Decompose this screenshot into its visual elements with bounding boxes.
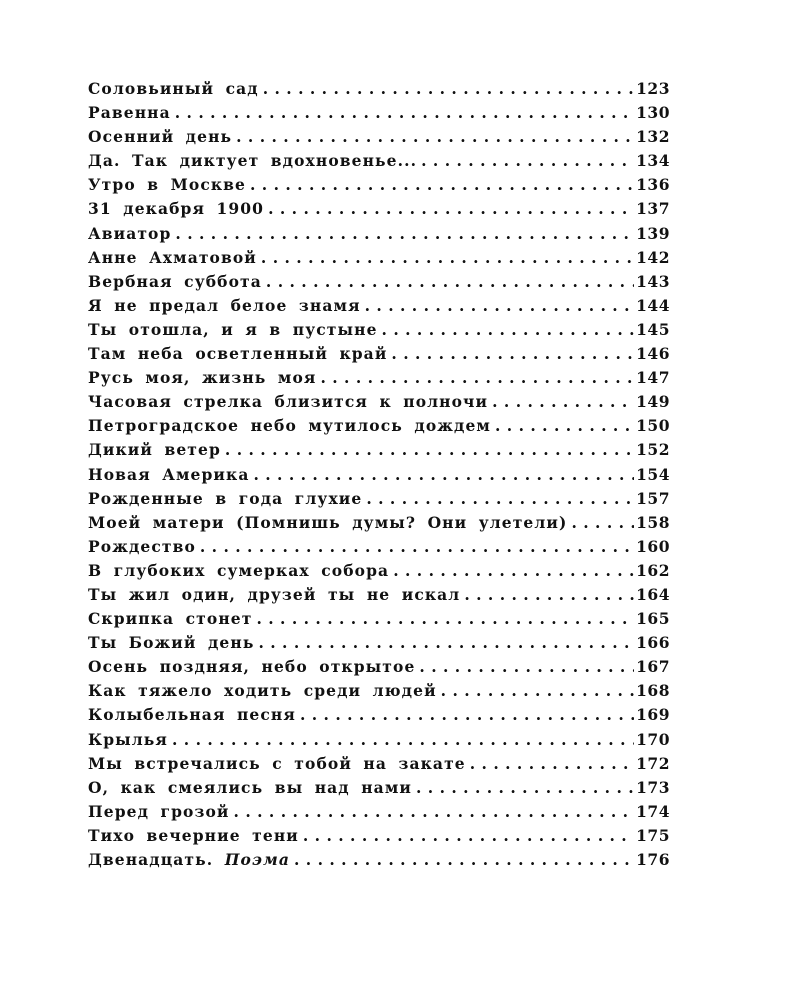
toc-entry-title-text: О, как смеялись вы над нами bbox=[88, 777, 412, 797]
toc-entry-page: 175 bbox=[636, 825, 670, 845]
toc-entry-title bbox=[88, 272, 262, 291]
toc-entry bbox=[88, 826, 670, 850]
toc-entry-title bbox=[88, 368, 316, 387]
toc-entry-title bbox=[88, 681, 437, 700]
toc-entry-page: 146 bbox=[636, 344, 670, 364]
toc-entry-title-text: Анне Ахматовой bbox=[88, 247, 257, 267]
dot-leader bbox=[200, 537, 634, 556]
toc-entry-title-text: Моей матери (Помнишь думы? Они улетели) bbox=[88, 512, 568, 532]
toc-entry-page: 142 bbox=[636, 247, 670, 267]
toc-entry-title bbox=[88, 127, 232, 146]
toc-entry bbox=[88, 609, 670, 633]
toc-entry-title bbox=[88, 657, 415, 676]
toc-entry-title-text: Колыбельная песня bbox=[88, 705, 296, 725]
dot-leader bbox=[365, 296, 635, 315]
toc-entry-page: 160 bbox=[636, 536, 670, 556]
dot-leader bbox=[268, 199, 634, 218]
toc-entry-page: 150 bbox=[636, 416, 670, 436]
dot-leader bbox=[263, 79, 634, 98]
toc-entry-page: 167 bbox=[636, 657, 670, 677]
toc-entry bbox=[88, 489, 670, 513]
toc-entry bbox=[88, 392, 670, 416]
toc-entry-page: 158 bbox=[636, 512, 670, 532]
toc-entry-title-text: Ты жил один, друзей ты не искал bbox=[88, 584, 461, 604]
toc-entry-title-text: Рождество bbox=[88, 536, 196, 556]
toc-entry bbox=[88, 730, 670, 754]
toc-entry-page: 136 bbox=[636, 175, 670, 195]
dot-leader bbox=[294, 850, 634, 869]
toc-entry-title-text: Вербная суббота bbox=[88, 271, 262, 291]
toc-entry-page: 130 bbox=[636, 103, 670, 123]
toc-entry-title-text: Новая Америка bbox=[88, 464, 250, 484]
toc-entry bbox=[88, 296, 670, 320]
toc-entry-title bbox=[88, 344, 387, 363]
toc-entry-title bbox=[88, 826, 299, 845]
toc-entry bbox=[88, 151, 670, 175]
dot-leader bbox=[419, 657, 634, 676]
toc-entry-title-text: Ты Божий день bbox=[88, 633, 255, 653]
toc-entry-page: 143 bbox=[636, 271, 670, 291]
toc-entry bbox=[88, 705, 670, 729]
toc-entry-page: 134 bbox=[636, 151, 670, 171]
toc-entry-title-text: Мы встречались с тобой на закате bbox=[88, 753, 466, 773]
toc-entry-page: 176 bbox=[636, 850, 670, 869]
dot-leader bbox=[225, 440, 634, 459]
toc-entry-page: 147 bbox=[636, 368, 670, 388]
toc-entry bbox=[88, 79, 670, 103]
dot-leader bbox=[470, 754, 634, 773]
toc-entry bbox=[88, 320, 670, 344]
toc-entry-title bbox=[88, 730, 168, 749]
dot-leader bbox=[250, 175, 634, 194]
toc-entry-title bbox=[88, 79, 259, 98]
toc-entry-title bbox=[88, 513, 567, 532]
toc-entry bbox=[88, 513, 670, 537]
dot-leader bbox=[303, 826, 634, 845]
toc-entry-title bbox=[88, 778, 412, 797]
toc-entry-title-text: Тихо вечерние тени bbox=[88, 825, 299, 845]
toc-entry bbox=[88, 440, 670, 464]
toc-entry-title bbox=[88, 705, 296, 724]
toc-entry-title bbox=[88, 633, 254, 652]
dot-leader bbox=[175, 103, 634, 122]
dot-leader bbox=[421, 151, 634, 170]
dot-leader bbox=[172, 730, 634, 749]
toc-entry bbox=[88, 633, 670, 657]
toc-entry-page: 144 bbox=[636, 295, 670, 315]
toc-entry bbox=[88, 127, 670, 151]
toc-entry-page: 137 bbox=[636, 199, 670, 219]
toc-entry-title bbox=[88, 754, 466, 773]
toc-entry-page: 169 bbox=[636, 705, 670, 725]
toc-entry-title bbox=[88, 296, 361, 315]
toc-entry-title-text: В глубоких сумерках собора bbox=[88, 560, 390, 580]
toc-entry-title-text: Дикий ветер bbox=[88, 440, 221, 460]
toc-entry-title-text: Да. Так диктует вдохновенье... bbox=[88, 151, 418, 171]
dot-leader bbox=[492, 392, 634, 411]
toc-entry-page: 166 bbox=[636, 633, 670, 653]
dot-leader bbox=[266, 272, 634, 291]
toc-entry-title-text: Крылья bbox=[88, 729, 168, 749]
toc-entry-page: 132 bbox=[636, 127, 670, 147]
toc-entry-title bbox=[88, 850, 290, 869]
table-of-contents bbox=[88, 79, 670, 874]
toc-entry-title-text: Рожденные в года глухие bbox=[88, 488, 363, 508]
toc-entry-page: 152 bbox=[636, 440, 670, 460]
toc-entry-title-text: Соловьиный сад bbox=[88, 79, 259, 98]
toc-entry-page: 164 bbox=[636, 584, 670, 604]
toc-entry-title-text: Равенна bbox=[88, 103, 171, 123]
toc-entry-title-text: Петроградское небо мутилось дождем bbox=[88, 416, 491, 436]
toc-entry-title-text: Осенний день bbox=[88, 127, 233, 147]
toc-entry-page: 123 bbox=[636, 79, 670, 98]
toc-entry-title-text: Там неба осветленный край bbox=[88, 344, 388, 364]
dot-leader bbox=[258, 633, 634, 652]
toc-entry-page: 165 bbox=[636, 609, 670, 629]
toc-entry bbox=[88, 465, 670, 489]
toc-entry bbox=[88, 681, 670, 705]
toc-entry-page: 139 bbox=[636, 223, 670, 243]
toc-entry-page: 172 bbox=[636, 753, 670, 773]
toc-entry-page: 170 bbox=[636, 729, 670, 749]
toc-entry-page: 145 bbox=[636, 319, 670, 339]
toc-entry-subtitle: Поэма bbox=[224, 850, 291, 869]
toc-entry-title-text: Авиатор bbox=[88, 223, 172, 243]
dot-leader bbox=[495, 416, 634, 435]
toc-entry-title bbox=[88, 561, 389, 580]
dot-leader bbox=[256, 609, 634, 628]
toc-entry bbox=[88, 175, 670, 199]
toc-entry bbox=[88, 103, 670, 127]
toc-entry-title-text: Я не предал белое знамя bbox=[88, 295, 361, 315]
toc-entry-title-text: Осень поздняя, небо открытое bbox=[88, 657, 416, 677]
toc-entry-title bbox=[88, 248, 257, 267]
toc-entry-title-text: Скрипка стонет bbox=[88, 609, 253, 629]
toc-entry-title bbox=[88, 103, 171, 122]
toc-entry-page: 174 bbox=[636, 801, 670, 821]
toc-entry-title bbox=[88, 609, 252, 628]
toc-entry-title bbox=[88, 802, 230, 821]
toc-entry-title bbox=[88, 392, 488, 411]
toc-entry bbox=[88, 778, 670, 802]
toc-entry-title-text: Двенадцать. bbox=[88, 850, 214, 869]
dot-leader bbox=[571, 513, 634, 532]
toc-entry bbox=[88, 585, 670, 609]
toc-entry-title bbox=[88, 224, 171, 243]
toc-entry-page: 149 bbox=[636, 392, 670, 412]
toc-entry-title bbox=[88, 320, 378, 339]
toc-entry bbox=[88, 368, 670, 392]
dot-leader bbox=[441, 681, 634, 700]
toc-entry-title bbox=[88, 489, 362, 508]
dot-leader bbox=[320, 368, 634, 387]
toc-entry bbox=[88, 272, 670, 296]
toc-entry bbox=[88, 850, 670, 874]
toc-entry-title-text: Ты отошла, и я в пустыне bbox=[88, 319, 378, 339]
dot-leader bbox=[366, 489, 634, 508]
toc-entry bbox=[88, 754, 670, 778]
toc-entry-title bbox=[88, 199, 264, 218]
dot-leader bbox=[416, 778, 634, 797]
toc-entry-page: 157 bbox=[636, 488, 670, 508]
dot-leader bbox=[175, 224, 634, 243]
toc-entry-title-text: Часовая стрелка близится к полночи bbox=[88, 392, 489, 412]
dot-leader bbox=[391, 344, 634, 363]
toc-entry-title bbox=[88, 440, 221, 459]
toc-entry bbox=[88, 561, 670, 585]
toc-entry bbox=[88, 224, 670, 248]
toc-entry-title-text: 31 декабря 1900 bbox=[88, 199, 265, 219]
toc-entry bbox=[88, 416, 670, 440]
dot-leader bbox=[253, 465, 634, 484]
dot-leader bbox=[464, 585, 634, 604]
toc-entry-page: 162 bbox=[636, 560, 670, 580]
dot-leader bbox=[382, 320, 635, 339]
toc-entry-page: 173 bbox=[636, 777, 670, 797]
toc-entry-title-text: Перед грозой bbox=[88, 801, 230, 821]
toc-entry bbox=[88, 248, 670, 272]
toc-entry-title bbox=[88, 416, 491, 435]
dot-leader bbox=[300, 705, 634, 724]
toc-entry-title bbox=[88, 151, 417, 170]
toc-entry bbox=[88, 537, 670, 561]
toc-entry-title bbox=[88, 537, 196, 556]
toc-entry-title bbox=[88, 465, 249, 484]
toc-entry-title bbox=[88, 585, 460, 604]
toc-entry-title-text: Утро в Москве bbox=[88, 175, 246, 195]
toc-entry bbox=[88, 802, 670, 826]
dot-leader bbox=[234, 802, 635, 821]
toc-entry-page: 154 bbox=[636, 464, 670, 484]
toc-entry bbox=[88, 344, 670, 368]
toc-entry-page: 168 bbox=[636, 681, 670, 701]
toc-entry bbox=[88, 199, 670, 223]
toc-entry-title-text: Русь моя, жизнь моя bbox=[88, 368, 317, 388]
toc-entry-title-text: Как тяжело ходить среди людей bbox=[88, 681, 437, 701]
dot-leader bbox=[393, 561, 634, 580]
toc-entry bbox=[88, 657, 670, 681]
toc-entry-title bbox=[88, 175, 246, 194]
dot-leader bbox=[236, 127, 634, 146]
dot-leader bbox=[261, 248, 634, 267]
